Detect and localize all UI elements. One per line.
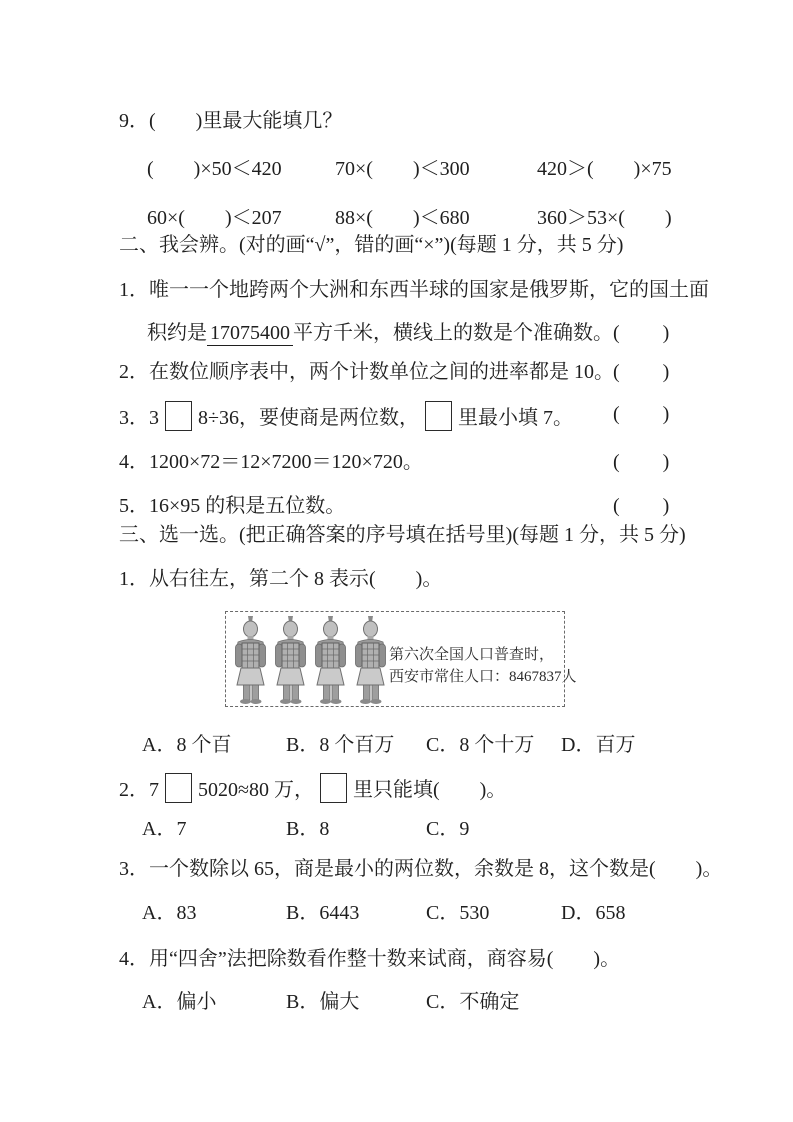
- fill-blank-equation-1: ( )×50＜420: [147, 158, 282, 180]
- question-9-prompt: 9．( )里最大能填几？: [119, 110, 343, 132]
- figure-caption-line-2: 西安市常住人口：8467837人: [389, 669, 577, 685]
- statement-text: 3: [149, 407, 159, 429]
- mc3-option-b: B．6443: [286, 902, 360, 924]
- mc-question-1-stem: [119, 566, 442, 593]
- tf-item-1-line-2: [147, 320, 613, 347]
- statement-text: 平方千米，横线上的数是个准确数。: [293, 322, 613, 344]
- question-number: 3．: [119, 858, 149, 880]
- mc-question-4-stem: [119, 946, 620, 973]
- question-number: 1．: [119, 568, 149, 590]
- mc-question-2-stem: [119, 773, 506, 804]
- tf-1-answer-bracket: ( ): [613, 322, 671, 344]
- mc1-option-b: B．8 个百万: [286, 734, 395, 756]
- question-number: 4．: [119, 451, 149, 473]
- mc3-option-a: A．83: [142, 902, 197, 924]
- digit-blank-box: [165, 773, 192, 803]
- mc3-option-c: C．530: [426, 902, 490, 924]
- stem-text: 从右往左，第二个 8 表示( )。: [149, 568, 443, 590]
- tf-item-4: [119, 449, 423, 476]
- mc2-option-b: B．8: [286, 818, 330, 840]
- statement-text: 16×95 的积是五位数。: [149, 495, 346, 517]
- fill-blank-equation-3: 420＞( )×75: [537, 158, 672, 180]
- fill-blank-equation-4: 60×( )＜207: [147, 207, 282, 229]
- mc1-option-d: D．百万: [561, 734, 636, 756]
- mc1-option-a: A．8 个百: [142, 734, 232, 756]
- tf-item-5: [119, 493, 345, 520]
- tf-item-1-line-1: [119, 277, 709, 304]
- section-3-header: 三、选一选。(把正确答案的序号填在括号里)(每题 1 分，共 5 分): [119, 524, 686, 546]
- statement-text: 唯一一个地跨两个大洲和东西半球的国家是俄罗斯，它的国土面: [149, 279, 709, 301]
- mc2-option-a: A．7: [142, 818, 187, 840]
- tf-2-answer-bracket: ( ): [613, 361, 671, 383]
- mc4-option-b: B．偏大: [286, 991, 360, 1013]
- census-figure-box: [225, 611, 577, 707]
- terracotta-warriors-illustration: [231, 615, 391, 705]
- fill-blank-equation-2: 70×( )＜300: [335, 158, 470, 180]
- tf-4-answer-bracket: ( ): [613, 451, 671, 473]
- mc4-option-a: A．偏小: [142, 991, 217, 1013]
- figure-caption-line-1: 第六次全国人口普查时，: [389, 647, 555, 663]
- statement-text: 里最小填 7。: [457, 407, 573, 429]
- tf-3-answer-bracket: ( ): [613, 403, 671, 425]
- question-number: 2．: [119, 361, 149, 383]
- stem-text: 5020≈80 万，: [198, 779, 314, 801]
- tf-item-2: [119, 359, 614, 386]
- statement-text: 1200×72＝12×7200＝120×720。: [149, 451, 423, 473]
- question-number: 5．: [119, 495, 149, 517]
- question-number: 1．: [119, 279, 149, 301]
- digit-blank-box: [425, 401, 452, 431]
- figure-caption: [389, 644, 577, 688]
- question-number: 4．: [119, 948, 149, 970]
- stem-text: 7: [149, 779, 159, 801]
- digit-blank-box: [320, 773, 347, 803]
- tf-5-answer-bracket: ( ): [613, 495, 671, 517]
- mc1-option-c: C．8 个十万: [426, 734, 535, 756]
- statement-text: 积约是: [147, 322, 207, 344]
- mc4-option-c: C．不确定: [426, 991, 520, 1013]
- mc3-option-d: D．658: [561, 902, 626, 924]
- section-2-header: 二、我会辨。(对的画“√”，错的画“×”)(每题 1 分，共 5 分): [119, 234, 624, 256]
- stem-text: 一个数除以 65，商是最小的两位数，余数是 8，这个数是( )。: [149, 858, 723, 880]
- question-number: 2．: [119, 779, 149, 801]
- question-number: 3．: [119, 407, 149, 429]
- statement-text: 在数位顺序表中，两个计数单位之间的进率都是 10。: [149, 361, 614, 383]
- underlined-number: 17075400: [207, 322, 293, 346]
- fill-blank-equation-6: 360＞53×( ): [537, 207, 672, 229]
- digit-blank-box: [165, 401, 192, 431]
- tf-item-3: [119, 401, 573, 432]
- stem-text: 用“四舍”法把除数看作整十数来试商，商容易( )。: [149, 948, 621, 970]
- mc-question-3-stem: [119, 856, 722, 883]
- fill-blank-equation-5: 88×( )＜680: [335, 207, 470, 229]
- statement-text: 8÷36，要使商是两位数，: [198, 407, 419, 429]
- stem-text: 里只能填( )。: [352, 779, 507, 801]
- mc2-option-c: C．9: [426, 818, 470, 840]
